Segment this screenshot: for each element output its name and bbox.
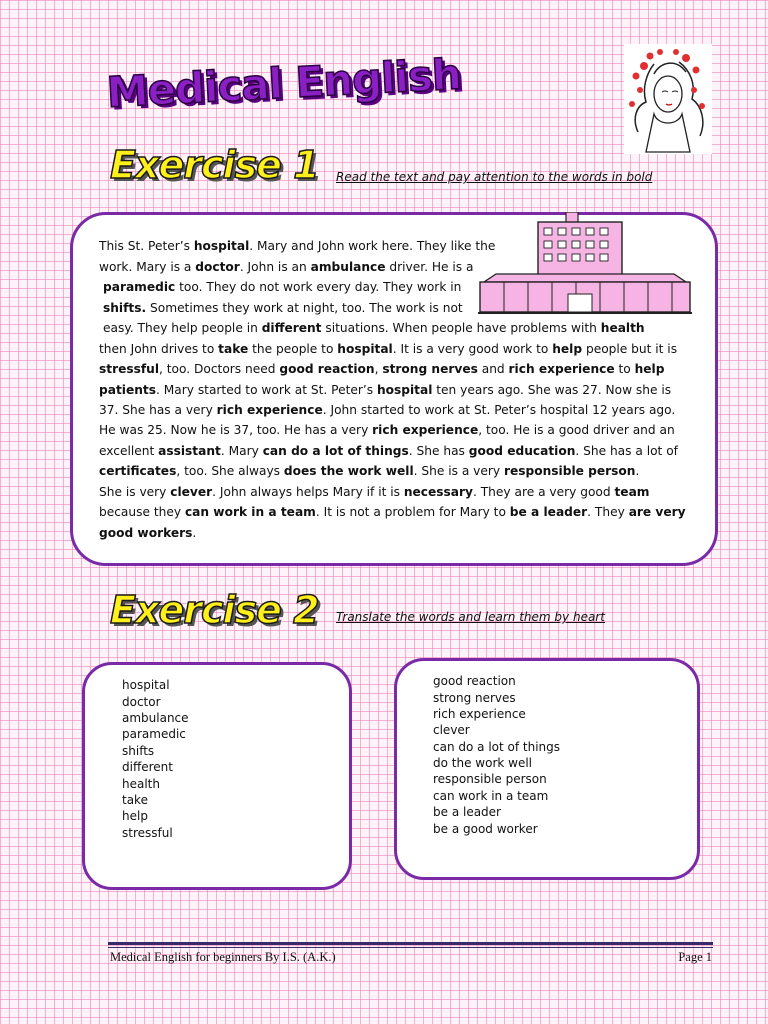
bold-term: be a leader <box>509 505 588 519</box>
bold-term: help <box>552 342 583 356</box>
bold-term: can work in a team <box>184 505 316 519</box>
text-segment: . She has <box>408 444 469 458</box>
bold-term: can do a lot of things <box>262 444 409 458</box>
text-segment: excellent <box>99 444 159 458</box>
word-item: strong nerves <box>433 691 516 705</box>
text-segment: Sometimes they work at night, too. The work is not <box>146 301 463 315</box>
bold-term: hospital <box>193 239 250 253</box>
reading-line <box>99 400 675 421</box>
reading-line <box>99 523 196 544</box>
text-segment: . John always helps Mary if it is <box>212 485 404 499</box>
doctor-portrait-icon <box>624 44 712 154</box>
bold-term: different <box>261 321 322 335</box>
text-segment: . It is a very good work to <box>392 342 553 356</box>
text-segment: . They <box>587 505 629 519</box>
word-item: good reaction <box>433 674 516 688</box>
reading-line <box>99 441 678 462</box>
text-segment: too. They do not work every day. They work in <box>175 280 462 294</box>
bold-term: hospital <box>337 342 393 356</box>
text-segment: . <box>192 526 197 540</box>
text-segment: people but it is <box>582 342 678 356</box>
text-segment: driver. He is a <box>385 260 474 274</box>
bold-term: take <box>218 342 249 356</box>
reading-line <box>99 461 639 482</box>
reading-line <box>99 380 671 401</box>
bold-term: patients <box>99 383 156 397</box>
text-segment: This St. Peter’s <box>99 239 194 253</box>
bold-term: are very <box>628 505 686 519</box>
bold-term: health <box>600 321 645 335</box>
bold-term: help <box>634 362 665 376</box>
bold-term: good workers <box>99 526 193 540</box>
bold-term: responsible person <box>503 464 636 478</box>
text-segment: . <box>635 464 640 478</box>
reading-line <box>99 482 650 503</box>
hospital-building-icon <box>474 212 696 316</box>
bold-term: good education <box>468 444 576 458</box>
text-segment: . It is not a problem for Mary to <box>315 505 510 519</box>
bold-term: rich experience <box>372 423 479 437</box>
reading-line <box>103 277 461 298</box>
footer-divider <box>108 942 713 945</box>
footer-divider-thin <box>108 947 713 948</box>
text-segment: because they <box>99 505 185 519</box>
text-segment: . She has a lot of <box>575 444 678 458</box>
word-item: help <box>122 809 148 823</box>
exercise-2-title: Exercise 2 <box>110 588 319 632</box>
word-item: be a good worker <box>433 822 538 836</box>
word-item: can work in a team <box>433 789 549 803</box>
bold-term: ambulance <box>310 260 386 274</box>
bold-term: clever <box>170 485 213 499</box>
page-number: Page 1 <box>678 950 712 964</box>
text-segment: . John is an <box>239 260 311 274</box>
bold-term: stressful <box>99 362 160 376</box>
footer-credit: Medical English for beginners By I.S. (A.K.) <box>110 950 336 964</box>
bold-term: strong nerves <box>382 362 478 376</box>
word-item: hospital <box>122 678 170 692</box>
text-segment: She is very <box>99 485 171 499</box>
word-item: be a leader <box>433 805 501 819</box>
bold-term: hospital <box>376 383 433 397</box>
page-title: Medical English <box>105 49 462 117</box>
bold-term: necessary <box>403 485 473 499</box>
bold-term: shifts. <box>103 301 147 315</box>
reading-line <box>99 236 495 257</box>
word-item: paramedic <box>122 727 186 741</box>
word-item: rich experience <box>433 707 526 721</box>
reading-line <box>99 359 664 380</box>
word-item: health <box>122 777 160 791</box>
word-item: doctor <box>122 695 161 709</box>
reading-line <box>103 318 645 339</box>
text-segment: . Mary <box>220 444 263 458</box>
reading-line <box>103 298 463 319</box>
exercise-1-title: Exercise 1 <box>110 143 319 187</box>
bold-term: doctor <box>195 260 240 274</box>
word-item: shifts <box>122 744 155 758</box>
text-segment: , too. She always <box>176 464 284 478</box>
word-item: clever <box>433 723 470 737</box>
text-segment: , <box>374 362 383 376</box>
text-segment: to <box>614 362 635 376</box>
word-item: take <box>122 793 148 807</box>
bold-term: does the work well <box>283 464 414 478</box>
bold-term: paramedic <box>103 280 176 294</box>
text-segment: work. Mary is a <box>99 260 196 274</box>
bold-term: assistant <box>158 444 221 458</box>
text-segment: and <box>477 362 509 376</box>
bold-term: rich experience <box>216 403 323 417</box>
text-segment: . Mary and John work here. They like the <box>249 239 496 253</box>
bold-term: good reaction <box>279 362 375 376</box>
text-segment: . Mary started to work at St. Peter’s <box>155 383 377 397</box>
text-segment: ten years ago. She was 27. Now she is <box>432 383 672 397</box>
text-segment: He was 25. Now he is 37, too. He has a very <box>99 423 373 437</box>
text-segment: , too. He is a good driver and an <box>478 423 675 437</box>
bold-term: certificates <box>99 464 177 478</box>
text-segment: , too. Doctors need <box>159 362 280 376</box>
word-item: stressful <box>122 826 173 840</box>
reading-line <box>99 257 474 278</box>
text-segment: the people to <box>248 342 338 356</box>
text-segment: . John started to work at St. Peter’s hospital 12 years ago. <box>322 403 676 417</box>
text-segment: situations. When people have problems with <box>321 321 601 335</box>
word-item: do the work well <box>433 756 532 770</box>
text-segment: 37. She has a very <box>99 403 217 417</box>
word-item: can do a lot of things <box>433 740 561 754</box>
reading-line <box>99 420 675 441</box>
exercise-2-instruction: Translate the words and learn them by heart <box>336 610 605 624</box>
text-segment: then John drives to <box>99 342 219 356</box>
word-item: responsible person <box>433 772 547 786</box>
bold-term: rich experience <box>508 362 615 376</box>
word-item: different <box>122 760 173 774</box>
text-segment: . They are a very good <box>472 485 615 499</box>
exercise-1-instruction: Read the text and pay attention to the words in bold <box>336 170 653 184</box>
bold-term: team <box>614 485 650 499</box>
reading-line <box>99 339 677 360</box>
reading-line <box>99 502 686 523</box>
text-segment: . She is a very <box>413 464 504 478</box>
word-item: ambulance <box>122 711 189 725</box>
text-segment: easy. They help people in <box>103 321 262 335</box>
